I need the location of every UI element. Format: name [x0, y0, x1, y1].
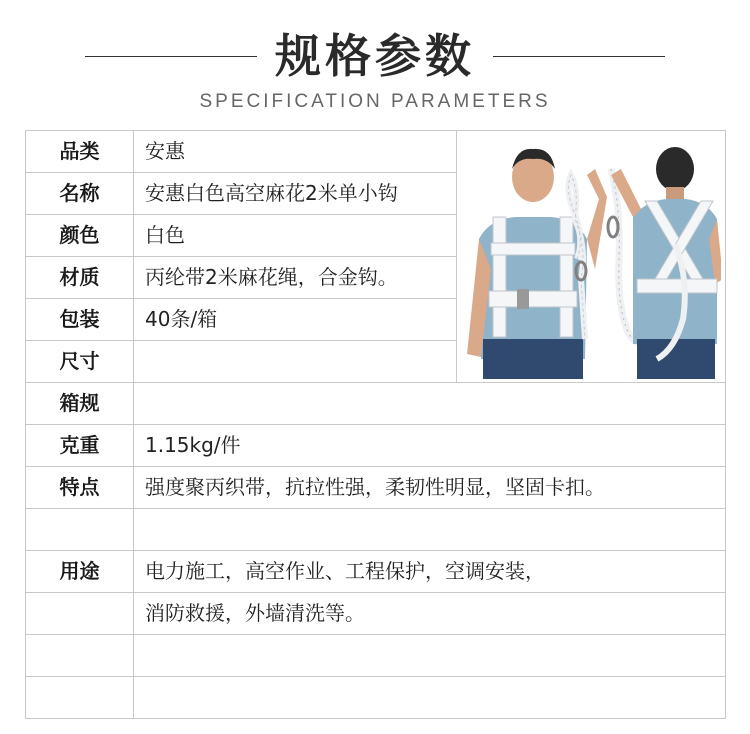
- spec-value: 安惠: [145, 139, 185, 163]
- spec-value: 强度聚丙织带，抗拉性强，柔韧性明显，坚固卡扣。: [145, 475, 605, 499]
- spec-label: [26, 635, 134, 676]
- spec-value: 丙纶带2米麻花绳，合金钩。: [145, 265, 398, 289]
- spec-label: 名称: [26, 173, 134, 214]
- spec-table: [25, 130, 726, 719]
- spec-row-empty: [26, 635, 725, 677]
- spec-value: 安惠白色高空麻花2米单小钩: [145, 181, 398, 205]
- product-photo-cell: [456, 131, 725, 383]
- spec-label: [26, 509, 134, 550]
- spec-label: 品类: [26, 131, 134, 172]
- spec-row-usage: [26, 551, 725, 593]
- spec-row-empty: [26, 677, 725, 719]
- spec-row-material: [26, 257, 456, 299]
- spec-row-packaging: [26, 299, 456, 341]
- spec-label: 材质: [26, 257, 134, 298]
- spec-row-features: [26, 467, 725, 509]
- spec-value: 1.15kg/件: [145, 433, 241, 457]
- spec-row-weight: [26, 425, 725, 467]
- spec-label: [26, 677, 134, 719]
- spec-row-name: [26, 173, 456, 215]
- spec-label: 特点: [26, 467, 134, 508]
- spec-label: [26, 593, 134, 634]
- spec-label: 颜色: [26, 215, 134, 256]
- spec-value: 白色: [145, 223, 185, 247]
- spec-label: 包装: [26, 299, 134, 340]
- spec-row-carton: [26, 383, 725, 425]
- spec-row-category: [26, 131, 456, 173]
- spec-row-color: [26, 215, 456, 257]
- header-rule-right: [493, 56, 665, 57]
- spec-label: 克重: [26, 425, 134, 466]
- spec-value: 消防救援，外墙清洗等。: [145, 601, 365, 625]
- spec-label: 尺寸: [26, 341, 134, 382]
- spec-value: 40条/箱: [145, 307, 218, 331]
- page-title: 规格参数: [275, 29, 475, 83]
- spec-row-size: [26, 341, 456, 383]
- page-subtitle: SPECIFICATION PARAMETERS: [199, 91, 551, 112]
- spec-label: 箱规: [26, 383, 134, 424]
- spec-value: 电力施工，高空作业、工程保护，空调安装，: [145, 559, 545, 583]
- product-photo: [461, 139, 721, 379]
- spec-row-usage-continued: [26, 593, 725, 635]
- spec-label: 用途: [26, 551, 134, 592]
- spec-row-empty: [26, 509, 725, 551]
